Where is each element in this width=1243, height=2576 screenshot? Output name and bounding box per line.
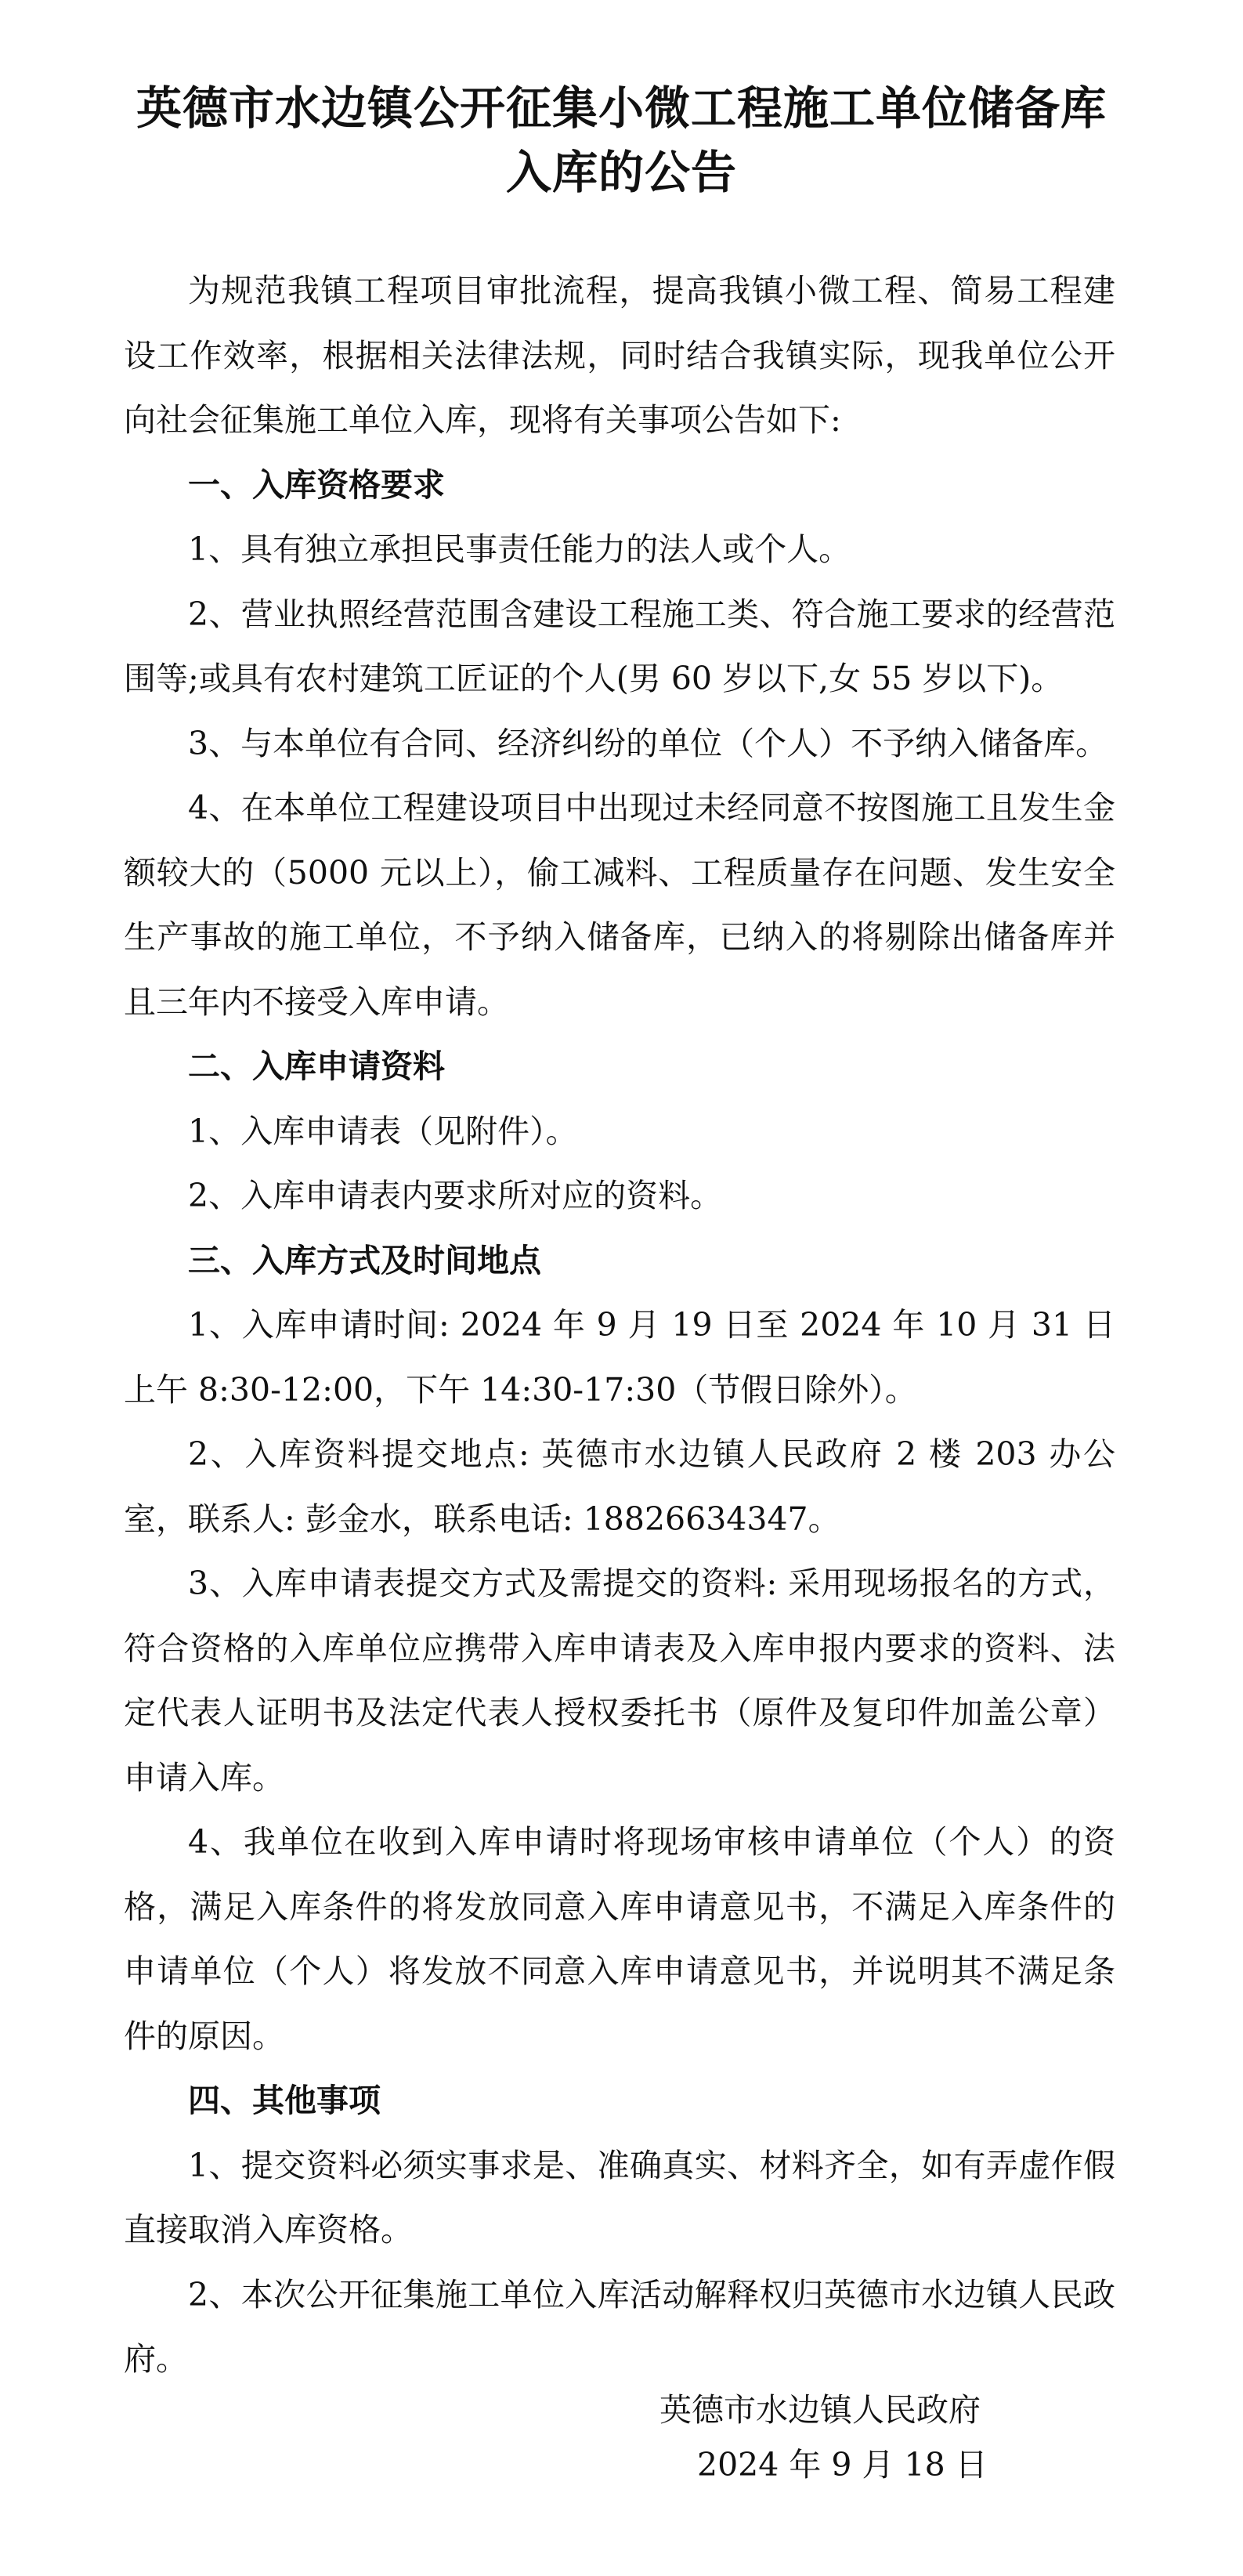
list-item: 1、入库申请时间: 2024 年 9 月 19 日至 2024 年 10 月 31 日上午 8:30-12:00，下午 14:30-17:30（节假日除外）。 xyxy=(124,1306,1115,1409)
document-title-line-1: 英德市水边镇公开征集小微工程施工单位储备库 xyxy=(136,81,1107,135)
list-item: 3、与本单位有合同、经济纠纷的单位（个人）不予纳入储备库。 xyxy=(188,724,1108,762)
list-item: 2、本次公开征集施工单位入库活动解释权归英德市水边镇人民政府。 xyxy=(124,2275,1115,2378)
section-heading-qualifications: 一、入库资格要求 xyxy=(188,465,445,504)
list-item: 2、营业执照经营范围含建设工程施工类、符合施工要求的经营范围等;或具有农村建筑工匠证的个人(男 60 岁以下,女 55 岁以下)。 xyxy=(124,595,1115,697)
signature-organization: 英德市水边镇人民政府 xyxy=(659,2391,981,2429)
document-body xyxy=(124,259,1115,2392)
signature-date: 2024 年 9 月 18 日 xyxy=(697,2446,988,2484)
list-item: 2、入库资料提交地点: 英德市水边镇人民政府 2 楼 203 办公室，联系人: 彭金水，联系电话: 18826634347。 xyxy=(124,1435,1115,1538)
list-item: 1、提交资料必须实事求是、准确真实、材料齐全，如有弄虚作假直接取消入库资格。 xyxy=(124,2146,1115,2249)
list-item: 4、在本单位工程建设项目中出现过未经同意不按图施工且发生金额较大的（5000 元以上），偷工减料、工程质量存在问题、发生安全生产事故的施工单位，不予纳入储备库，已纳入的将剔除出储备库并且三年内不接受入库申请。 xyxy=(124,789,1115,1021)
section-heading-other-matters: 四、其他事项 xyxy=(188,2082,381,2119)
list-item: 3、入库申请表提交方式及需提交的资料: 采用现场报名的方式，符合资格的入库单位应携带入库申请表及入库申报内要求的资料、法定代表人证明书及法定代表人授权委托书（原件及复印件加盖公章）申请入库。 xyxy=(124,1565,1115,1796)
list-item: 1、入库申请表（见附件）。 xyxy=(188,1112,578,1150)
list-item: 1、具有独立承担民事责任能力的法人或个人。 xyxy=(188,530,851,568)
list-item: 4、我单位在收到入库申请时将现场审核申请单位（个人）的资格，满足入库条件的将发放同意入库申请意见书，不满足入库条件的申请单位（个人）将发放不同意入库申请意见书，并说明其不满足条件的原因。 xyxy=(124,1823,1115,2055)
section-heading-method-time-place: 三、入库方式及时间地点 xyxy=(188,1241,541,1279)
intro-paragraph: 为规范我镇工程项目审批流程，提高我镇小微工程、简易工程建设工作效率，根据相关法律法规，同时结合我镇实际，现我单位公开向社会征集施工单位入库，现将有关事项公告如下: xyxy=(124,272,1115,439)
document-title-line-2: 入库的公告 xyxy=(505,146,737,199)
section-heading-materials: 二、入库申请资料 xyxy=(188,1047,445,1085)
list-item: 2、入库申请表内要求所对应的资料。 xyxy=(188,1177,723,1214)
